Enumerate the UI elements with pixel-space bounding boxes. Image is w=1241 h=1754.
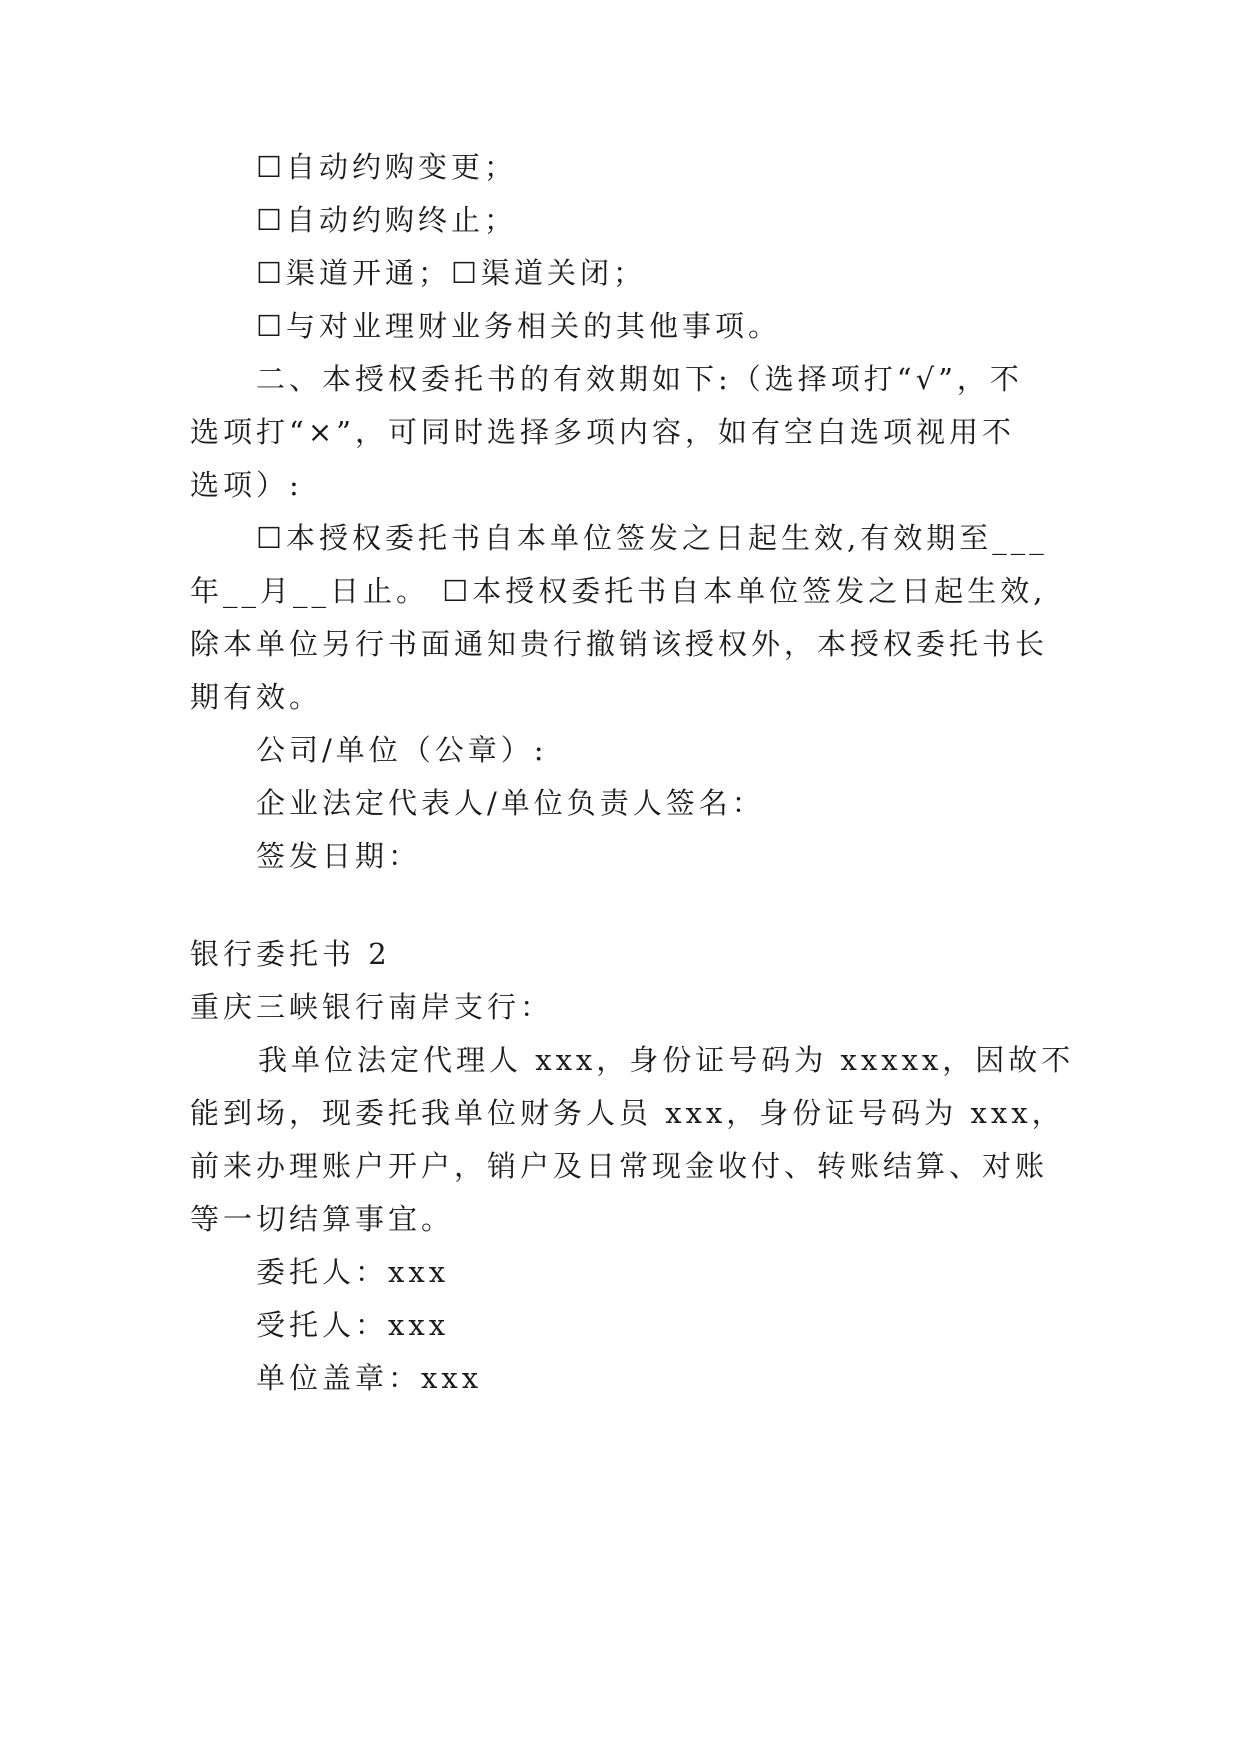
validity-option-line: 年__月__日止。 ☐本授权委托书自本单位签发之日起生效, [190,574,1047,608]
option-channel: ☐渠道开通；☐渠道关闭； [256,256,646,290]
seal-label: 单位盖章：xxx [256,1361,483,1395]
company-seal-label: 公司/单位（公章）: [256,733,548,767]
body-line: 前来办理账户开户，销户及日常现金收付、转账结算、对账 [190,1149,1049,1183]
legal-rep-signature-label: 企业法定代表人/单位负责人签名： [256,786,765,820]
option-auto-purchase-terminate: ☐自动约购终止； [256,203,517,237]
validity-option-line: 除本单位另行书面通知贵行撤销该授权外，本授权委托书长 [190,627,1049,661]
principal-label: 委托人：xxx [256,1255,450,1289]
option-auto-purchase-change: ☐自动约购变更； [256,150,517,184]
issue-date-label: 签发日期： [256,839,422,873]
validity-paragraph-line: 二、本授权委托书的有效期如下:（选择项打“√”，不 [256,362,1023,396]
agent-label: 受托人：xxx [256,1308,450,1342]
body-line: 等一切结算事宜。 [190,1202,455,1236]
option-other-matters: ☐与对业理财业务相关的其他事项。 [256,309,781,343]
addressee: 重庆三峡银行南岸支行： [190,990,554,1024]
body-line: 能到场，现委托我单位财务人员 xxx，身份证号码为 xxx， [190,1096,1065,1130]
validity-paragraph-line: 选项）: [190,468,303,502]
validity-option-line: ☐本授权委托书自本单位签发之日起生效,有效期至___ [256,521,1048,555]
validity-paragraph-line: 选项打“×”，可同时选择多项内容，如有空白选项视用不 [190,415,1015,449]
body-line: 我单位法定代理人 xxx，身份证号码为 xxxxx，因故不 [258,1043,1075,1077]
section-title: 银行委托书 2 [190,937,391,971]
validity-option-line: 期有效。 [190,680,323,714]
